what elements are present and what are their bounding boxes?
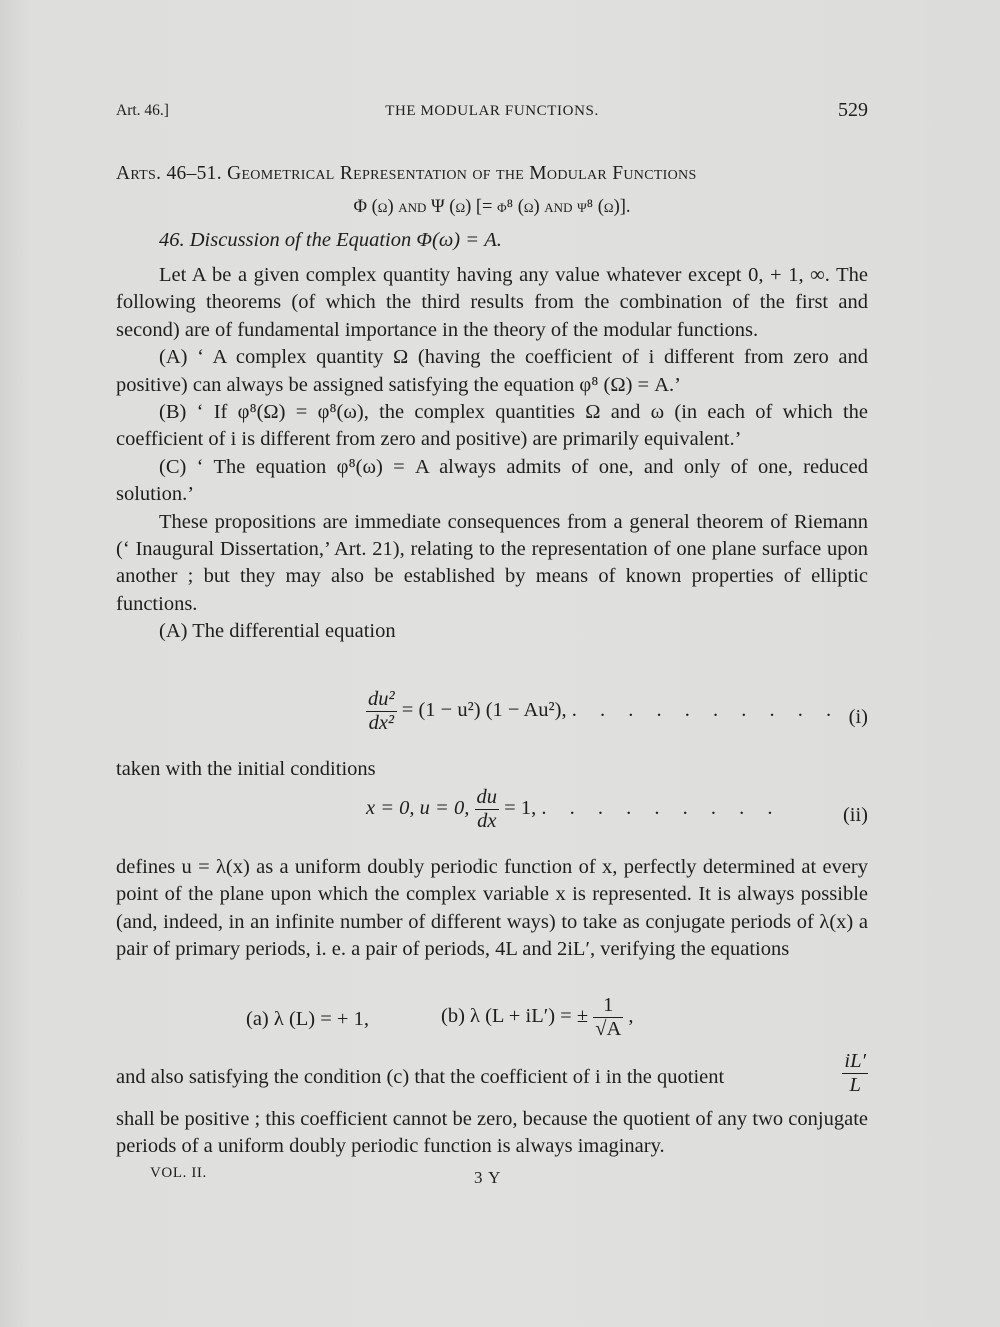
section-title-line1: Arts. 46–51. Geometrical Representation of the Modular Functions <box>116 163 697 184</box>
paragraph-B: (B) ‘ If φ⁸(Ω) = φ⁸(ω), the complex quantities Ω and ω (in each of which the coefficient of i is different from zero and positive) are primarily equivalent.’ <box>116 401 868 451</box>
eq2-lhs: x = 0, u = 0, <box>366 796 470 819</box>
body-block-5 <box>116 1106 868 1161</box>
paragraph-initial-conditions: taken with the initial conditions <box>116 758 376 780</box>
eq2-dots: . . . . . . . . . <box>541 796 782 819</box>
body-block-1 <box>116 262 868 646</box>
eq3-numerator: 1 <box>593 994 623 1018</box>
running-header <box>116 100 868 126</box>
section-title-line2: Φ (ω) and Ψ (ω) [= φ⁸ (ω) and ψ⁸ (ω)]. <box>353 197 631 217</box>
eq3-a: (a) λ (L) = + 1, <box>246 1008 369 1030</box>
eq2-numerator: du <box>476 786 498 808</box>
quotient-numerator: iL′ <box>844 1050 866 1072</box>
body-block-2 <box>116 756 868 783</box>
eq2-label: (ii) <box>842 804 868 826</box>
body-block-3 <box>116 854 868 964</box>
paragraph-differential: (A) The differential equation <box>159 620 396 643</box>
equation-i <box>116 688 868 748</box>
equation-a-b <box>116 994 868 1050</box>
eq1-dots: . . . . . . . . . . <box>571 698 841 721</box>
header-article: Art. 46.] <box>116 102 169 119</box>
page-footer <box>116 1160 868 1186</box>
paragraph-1: Let A be a given complex quantity having any value whatever except 0, + 1, ∞. The following theorems (of which the third results from the combination of the first and second) are of fundamental importance in the theory of the modular functions. <box>116 264 868 341</box>
eq3-denominator: √A <box>595 1017 622 1040</box>
paragraph-defines: defines u = λ(x) as a uniform doubly periodic function of x, perfectly determined at every point of the plane upon which the complex variable x is represented. It is always possible (and, indeed, in an infinite number of different ways) to take as conjugate periods of λ(x) a pair of primary periods, i. e. a pair of periods, 4L and 2iL′, verifying the equations <box>116 856 868 961</box>
quotient-denominator: L <box>849 1073 861 1096</box>
eq3-b: (b) λ (L + iL′) = ± <box>441 1004 589 1027</box>
eq3-tail: , <box>628 1004 634 1027</box>
paragraph-C: (C) ‘ The equation φ⁸(ω) = A always admits of one, and only of one, reduced solution.’ <box>116 455 868 506</box>
page-number: 529 <box>838 99 868 121</box>
eq1-numerator: du² <box>368 688 395 710</box>
footer-signature: 3 Y <box>474 1168 502 1187</box>
eq2-rhs: = 1, <box>504 796 537 819</box>
body-block-4 <box>116 1050 868 1110</box>
paragraph-condition-c: and also satisfying the condition (c) that the coefficient of i in the quotient <box>116 1066 725 1088</box>
eq1-label: (i) <box>848 706 868 728</box>
eq2-denominator: dx <box>477 809 497 832</box>
eq1-denominator: dx² <box>368 711 395 734</box>
paragraph-riemann: These propositions are immediate consequences from a general theorem of Riemann (‘ Inaugural Dissertation,’ Art. 21), relating to the representation of one plane surface upon another ; but they may also be established by means of known properties of elliptic functions. <box>116 510 868 615</box>
footer-volume: VOL. II. <box>150 1165 207 1181</box>
eq1-rhs: = (1 − u²) (1 − Au²), <box>401 698 567 721</box>
article-heading: 46. Discussion of the Equation Φ(ω) = A. <box>159 229 502 251</box>
equation-ii <box>116 786 868 846</box>
header-title: THE MODULAR FUNCTIONS. <box>385 103 599 119</box>
paragraph-A: (A) ‘ A complex quantity Ω (having the coefficient of i different from zero and positive) can always be assigned satisfying the equation φ⁸ (Ω) = A.’ <box>116 346 868 396</box>
paragraph-positive: shall be positive ; this coefficient cannot be zero, because the quotient of any two conjugate periods of a uniform doubly periodic function is always imaginary. <box>116 1108 868 1158</box>
